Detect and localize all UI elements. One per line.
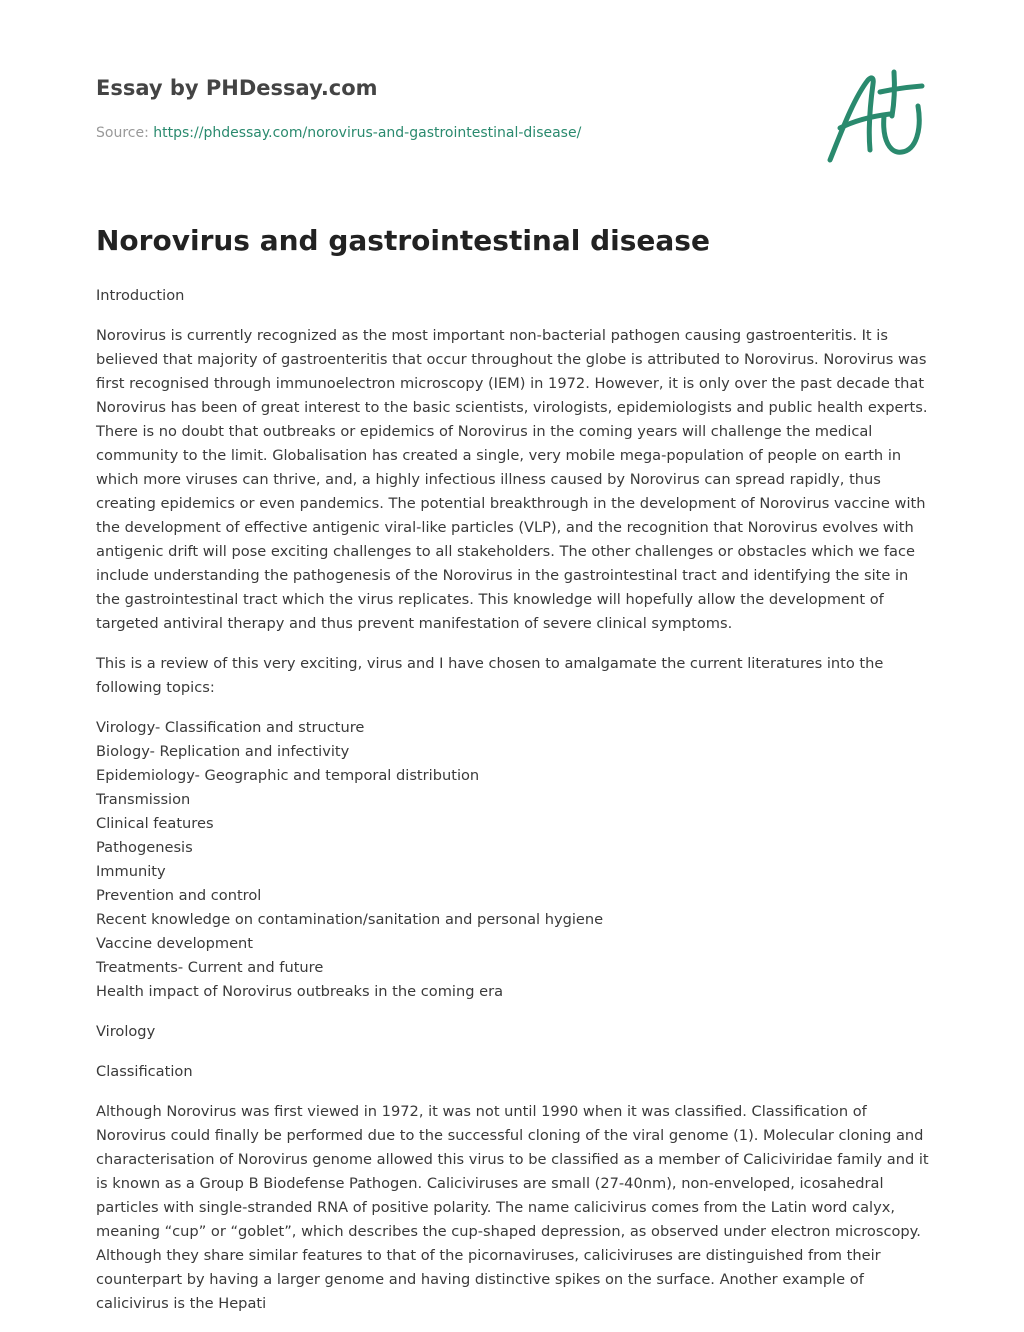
topic-item: Recent knowledge on contamination/sanitation and personal hygiene (96, 911, 604, 928)
intro-paragraph: Norovirus is currently recognized as the most important non-bacterial pathogen causing gastroenteritis. It is believed that majority of gastroenteritis that occur throughout the globe is attributed to Norovirus. Norovirus was first recognised through immunoelectron microscopy (IEM) in 1972. However, it is only over the past decade that Norovirus has been of great interest to the basic scientists, virologists, epidemiologists and public health experts. There is no doubt that outbreaks or epidemics of Norovirus in the coming years will challenge the medical community to the limit. Globalisation has created a single, very mobile mega-population of people on earth in which more viruses can thrive, and, a highly infectious illness caused by Norovirus can spread rapidly, thus creating epidemics or even pandemics. The potential breakthrough in the development of Norovirus vaccine with the development of effective antigenic viral-like particles (VLP), and the recognition that Norovirus evolves with antigenic drift will pose exciting challenges to all stakeholders. The other challenges or obstacles which we face include understanding the pathogenesis of the Norovirus in the gastrointestinal tract and identifying the site in the gastrointestinal tract which the virus replicates. This knowledge will hopefully allow the development of targeted antiviral therapy and thus prevent manifestation of severe clinical symptoms. (96, 327, 928, 632)
topic-item: Immunity (96, 863, 166, 880)
source-line (96, 125, 581, 141)
topic-item: Treatments- Current and future (96, 959, 324, 976)
topic-item: Pathogenesis (96, 839, 193, 856)
topic-item: Biology- Replication and infectivity (96, 743, 350, 760)
essay-header (96, 0, 930, 190)
topic-item: Vaccine development (96, 935, 254, 952)
essay-title: Norovirus and gastrointestinal disease (96, 224, 710, 257)
topic-item: Prevention and control (96, 887, 262, 904)
topic-list (96, 716, 930, 1004)
source-label: Source: (96, 125, 149, 141)
topic-item: Health impact of Norovirus outbreaks in the coming era (96, 983, 504, 1000)
brand-title: Essay by PHDessay.com (96, 76, 378, 100)
essay-body (96, 284, 930, 1332)
essay-page (96, 0, 930, 1312)
review-paragraph: This is a review of this very exciting, virus and I have chosen to amalgamate the current literatures into the following topics: (96, 655, 884, 696)
source-link[interactable]: https://phdessay.com/norovirus-and-gastrointestinal-disease/ (153, 125, 582, 141)
topic-item: Virology- Classification and structure (96, 719, 365, 736)
a-plus-icon (824, 68, 928, 164)
virology-heading: Virology (96, 1023, 156, 1040)
classification-paragraph: Although Norovirus was first viewed in 1972, it was not until 1990 when it was classified. Classification of Norovirus could finally be performed due to the successful cloning of the viral genome (1). Molecular cloning and characterisation of Norovirus genome allowed this virus to be classified as a member of Caliciviridae family and it is known as a Group B Biodefense Pathogen. Caliciviruses are small (27-40nm), non-enveloped, icosahedral particles with single-stranded RNA of positive polarity. The name calicivirus comes from the Latin word calyx, meaning “cup” or “goblet”, which describes the cup-shaped depression, as observed under electron microscopy. Although they share similar features to that of the picornaviruses, caliciviruses are distinguished from their counterpart by having a larger genome and having distinctive spikes on the surface. Another example of calicivirus is the Hepati (96, 1103, 929, 1312)
topic-item: Epidemiology- Geographic and temporal distribution (96, 767, 480, 784)
intro-heading: Introduction (96, 287, 185, 304)
topic-item: Transmission (96, 791, 191, 808)
classification-heading: Classification (96, 1063, 193, 1080)
topic-item: Clinical features (96, 815, 214, 832)
